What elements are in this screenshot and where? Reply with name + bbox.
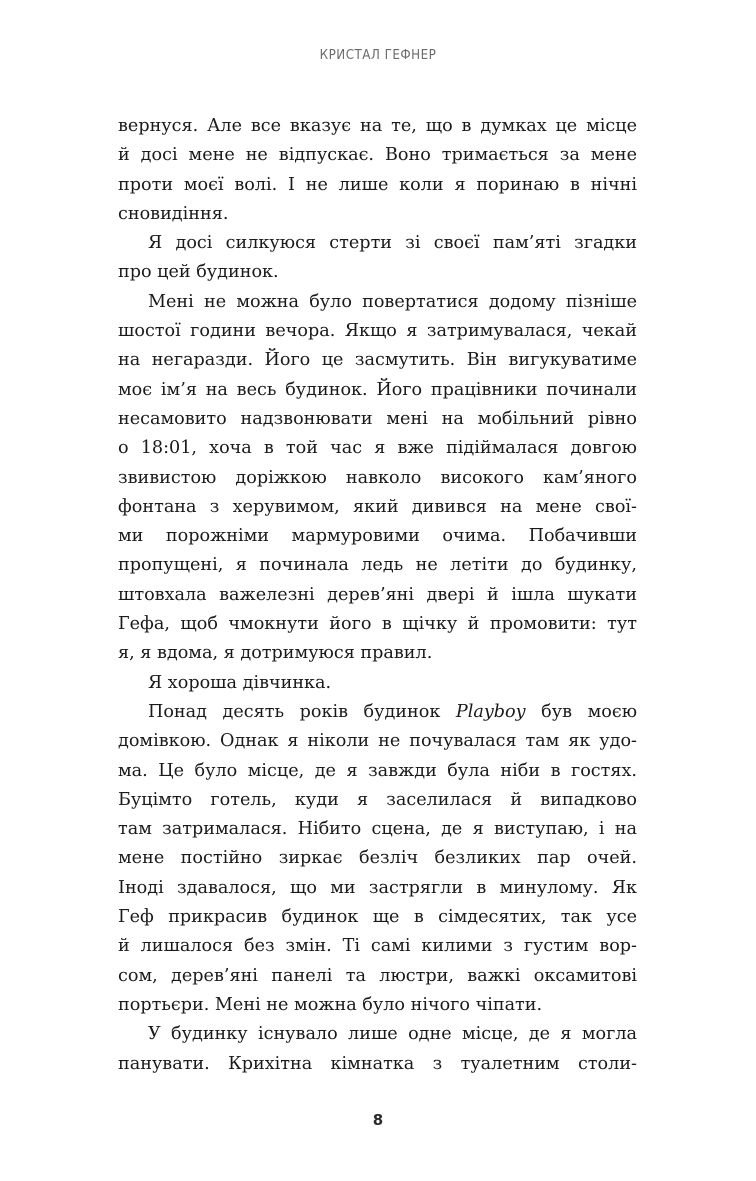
text-line: й лишалося без змін. Ті самі килими з густим вор- xyxy=(118,936,637,957)
page-number: 8 xyxy=(372,1111,384,1129)
text-line: сновидіння. xyxy=(118,203,229,224)
text-line: Геф прикрасив будинок ще в сімдесятих, так усе xyxy=(118,907,637,928)
text-line: на негаразди. Його це засмутить. Він вигукуватиме xyxy=(118,350,637,371)
text-line: ма. Це було місце, де я завжди була ніби в гостях. xyxy=(118,760,637,781)
text-line: Я досі силкуюся стерти зі своєї пам’яті згадки xyxy=(148,233,637,254)
text-line: домівкою. Однак я ніколи не почувалася там як удо- xyxy=(118,731,637,752)
italic-title: Playboy xyxy=(455,701,526,722)
text-fragment: був моєю xyxy=(541,701,638,722)
text-line: шостої години вечора. Якщо я затримувалася, чекай xyxy=(118,321,637,342)
text-line: портьєри. Мені не можна було нічого чіпати. xyxy=(118,994,543,1015)
text-line: я, я вдома, я дотримуюся правил. xyxy=(118,643,433,664)
text-line: У будинку існувало лише одне місце, де я могла xyxy=(148,1024,637,1045)
text-line: про цей будинок. xyxy=(118,262,279,283)
text-line: штовхала важелезні дерев’яні двері й ішла шукати xyxy=(118,584,637,605)
text-line: Мені не можна було повертатися додому пізніше xyxy=(148,291,637,312)
text-line: пропущені, я починала ледь не летіти до будинку, xyxy=(118,555,637,576)
text-line: ми порожніми мармуровими очима. Побачивши xyxy=(118,526,637,547)
text-line: там затрималася. Нібито сцена, де я виступаю, і на xyxy=(118,819,637,840)
text-line: Я хороша дівчинка. xyxy=(148,672,332,693)
text-line: сом, дерев’яні панелі та люстри, важкі оксамитові xyxy=(118,965,637,986)
text-line: Буцімто готель, куди я заселилася й випадково xyxy=(118,789,637,810)
running-head: КРИСТАЛ ГЕФНЕР xyxy=(319,48,437,63)
text-line-with-italic xyxy=(118,698,637,727)
text-line: проти моєї волі. І не лише коли я поринаю в нічні xyxy=(118,174,637,195)
body-text xyxy=(118,112,637,1079)
text-line: й досі мене не відпускає. Воно тримається за мене xyxy=(118,145,637,166)
text-line: звивистою доріжкою навколо високого кам’яного xyxy=(118,467,637,488)
text-line: фонтана з херувимом, який дивився на мене свої- xyxy=(118,496,637,517)
text-line: моє ім’я на весь будинок. Його працівники починали xyxy=(118,379,637,400)
text-line: Гефа, щоб чмокнути його в щічку й промовити: тут xyxy=(118,614,637,635)
text-line: вернуся. Але все вказує на те, що в думках це місце xyxy=(118,116,637,136)
text-line: мене постійно зиркає безліч безликих пар очей. xyxy=(118,848,637,869)
text-line: о 18:01, хоча в той час я вже підіймалася довгою xyxy=(118,438,637,459)
text-fragment: Понад десять років будинок xyxy=(148,701,441,722)
text-line: Іноді здавалося, що ми застрягли в минулому. Як xyxy=(118,877,637,898)
text-line: панувати. Крихітна кімнатка з туалетним столи- xyxy=(118,1053,637,1074)
text-line: несамовито надзвонювати мені на мобільний рівно xyxy=(118,408,637,429)
